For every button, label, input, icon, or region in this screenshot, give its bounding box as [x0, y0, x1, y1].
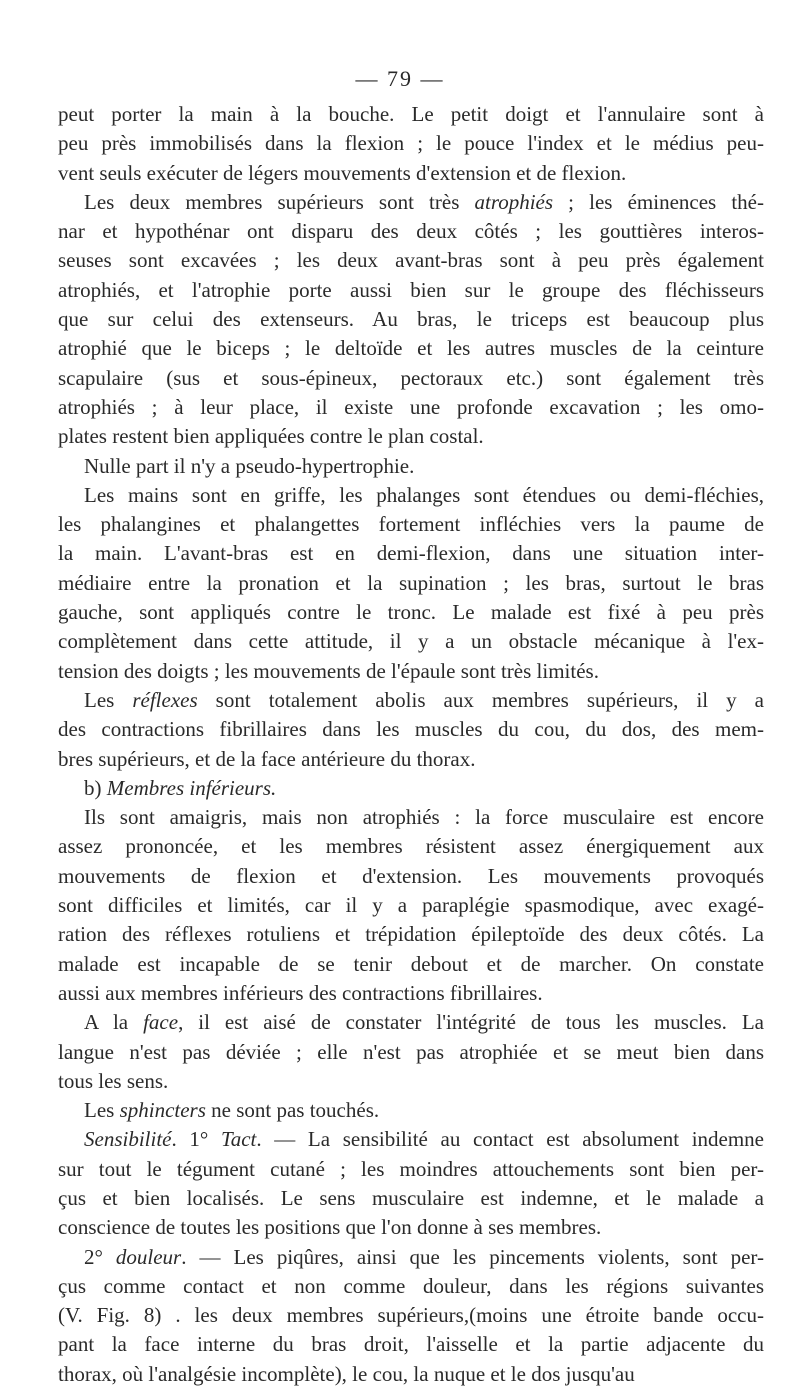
text-run: sont totalement abolis aux membres supérieurs, il y a: [197, 687, 764, 712]
text-run: tension des doigts ; les mouvements de l'épaule sont très limités.: [58, 658, 599, 683]
text-line: [58, 334, 764, 363]
text-run: vent seuls exécuter de légers mouvements d'extension et de flexion.: [58, 160, 627, 185]
text-line: [58, 276, 764, 305]
text-run: sont difficiles et limités, car il y a paraplégie spasmodique, avec exagé-: [58, 893, 764, 918]
text-run: , il est aisé de constater l'intégrité de tous les muscles. La: [178, 1010, 764, 1035]
text-run: pant la face interne du bras droit, l'aisselle et la partie adjacente du: [58, 1332, 764, 1357]
text-line: [58, 950, 764, 979]
italic-text: Sensibilité: [84, 1127, 172, 1152]
text-run: Ils sont amaigris, mais non atrophiés : la force musculaire est encore: [84, 805, 764, 830]
italic-text: douleur: [115, 1244, 182, 1269]
text-line: [58, 188, 764, 217]
text-line: [58, 1155, 764, 1184]
text-run: atrophiés ; à leur place, il existe une profonde excavation ; les omo-: [58, 394, 764, 419]
text-run: conscience de toutes les positions que l'on donne à ses membres.: [58, 1215, 602, 1240]
text-run: aussi aux membres inférieurs des contractions fibrillaires.: [58, 980, 543, 1005]
text-run: . — Les piqûres, ainsi que les pincements violents, sont per-: [181, 1244, 764, 1269]
text-run: scapulaire (sus et sous-épineux, pectoraux etc.) sont également très: [58, 365, 764, 390]
text-line: [58, 159, 764, 188]
italic-text: sphincters: [119, 1098, 206, 1123]
text-line: [58, 481, 764, 510]
text-run: Les mains sont en griffe, les phalanges sont étendues ou demi-fléchies,: [84, 482, 764, 507]
text-line: [58, 745, 764, 774]
italic-text: atrophiés: [474, 189, 554, 214]
text-line: [58, 774, 764, 803]
text-run: mouvements de flexion et d'extension. Les mouvements provoqués: [58, 863, 764, 888]
text-line: [58, 539, 764, 568]
text-run: les phalangines et phalangettes fortement infléchies vers la paume de: [58, 512, 764, 537]
text-line: [58, 1243, 764, 1272]
text-line: [58, 598, 764, 627]
text-line: [58, 422, 764, 451]
text-line: [58, 1301, 764, 1330]
text-run: bres supérieurs, et de la face antérieure du thorax.: [58, 746, 476, 771]
text-run: complètement dans cette attitude, il y a un obstacle mécanique à l'ex-: [58, 629, 764, 654]
text-run: gauche, sont appliqués contre le tronc. Le malade est fixé à peu près: [58, 600, 764, 625]
body-text: [58, 100, 764, 1389]
text-line: [58, 393, 764, 422]
text-run: malade est incapable de se tenir debout et de marcher. On constate: [58, 951, 764, 976]
text-run: assez prononcée, et les membres résistent assez énergiquement aux: [58, 834, 764, 859]
text-run: peu près immobilisés dans la flexion ; le pouce l'index et le médius peu-: [58, 131, 764, 156]
text-run: A la: [84, 1010, 144, 1035]
text-run: . — La sensibilité au contact est absolument indemne: [256, 1127, 765, 1152]
text-line: [58, 452, 764, 481]
text-line: [58, 217, 764, 246]
text-line: [58, 1213, 764, 1242]
text-line: [58, 510, 764, 539]
text-line: [58, 129, 764, 158]
text-line: [58, 246, 764, 275]
text-line: [58, 686, 764, 715]
text-run: tous les sens.: [58, 1068, 169, 1093]
text-line: [58, 1125, 764, 1154]
text-run: peut porter la main à la bouche. Le petit doigt et l'annulaire sont à: [58, 102, 764, 126]
text-run: 2°: [84, 1244, 116, 1269]
text-line: [58, 627, 764, 656]
italic-text: Membres inférieurs.: [106, 775, 277, 800]
text-line: [58, 891, 764, 920]
text-line: [58, 832, 764, 861]
text-run: atrophiés, et l'atrophie porte aussi bien sur le groupe des fléchisseurs: [58, 277, 764, 302]
text-run: ration des réflexes rotuliens et trépidation épileptoïde des deux côtés. La: [58, 922, 764, 947]
text-line: [58, 1272, 764, 1301]
text-run: nar et hypothénar ont disparu des deux côtés ; les gouttières interos-: [58, 219, 764, 244]
text-run: Les: [84, 687, 133, 712]
text-line: [58, 1096, 764, 1125]
text-line: [58, 1360, 764, 1389]
text-run: atrophié que le biceps ; le deltoïde et les autres muscles de la ceinture: [58, 336, 764, 361]
text-line: [58, 657, 764, 686]
text-line: [58, 1184, 764, 1213]
text-run: la main. L'avant-bras est en demi-flexion, dans une situation inter-: [58, 541, 764, 566]
text-run: Les: [84, 1098, 120, 1123]
text-line: [58, 1038, 764, 1067]
text-line: [58, 100, 764, 129]
text-run: des contractions fibrillaires dans les muscles du cou, du dos, des mem-: [58, 717, 764, 742]
text-line: [58, 1067, 764, 1096]
text-line: [58, 305, 764, 334]
text-run: Les deux membres supérieurs sont très: [84, 189, 475, 214]
text-line: [58, 1008, 764, 1037]
text-line: [58, 364, 764, 393]
text-run: que sur celui des extenseurs. Au bras, le triceps est beaucoup plus: [58, 307, 764, 332]
text-run: çus et bien localisés. Le sens musculaire est indemne, et le malade a: [58, 1185, 764, 1210]
page-number: — 79 —: [355, 66, 445, 91]
text-line: [58, 1330, 764, 1359]
text-run: seuses sont excavées ; les deux avant-bras sont à peu près également: [58, 248, 764, 273]
text-line: [58, 979, 764, 1008]
text-line: [58, 715, 764, 744]
text-run: langue n'est pas déviée ; elle n'est pas atrophiée et se meut bien dans: [58, 1039, 764, 1064]
italic-text: Tact: [220, 1127, 257, 1152]
text-run: ne sont pas touchés.: [205, 1098, 380, 1123]
italic-text: face: [143, 1010, 179, 1035]
text-run: sur tout le tégument cutané ; les moindres attouchements sont bien per-: [58, 1156, 764, 1181]
text-run: plates restent bien appliquées contre le plan costal.: [58, 424, 484, 449]
text-run: ; les éminences thé-: [553, 189, 764, 214]
text-line: [58, 862, 764, 891]
text-run: (V. Fig. 8) . les deux membres supérieurs,(moins une étroite bande occu-: [58, 1303, 764, 1328]
text-line: [58, 803, 764, 832]
italic-text: réflexes: [132, 687, 198, 712]
text-run: b): [84, 775, 107, 800]
text-line: [58, 569, 764, 598]
text-run: médiaire entre la pronation et la supination ; les bras, surtout le bras: [58, 570, 764, 595]
text-run: Nulle part il n'y a pseudo-hypertrophie.: [84, 453, 415, 478]
text-run: çus comme contact et non comme douleur, dans les régions suivantes: [58, 1273, 764, 1298]
text-line: [58, 920, 764, 949]
text-run: . 1°: [171, 1127, 221, 1152]
text-run: thorax, où l'analgésie incomplète), le cou, la nuque et le dos jusqu'au: [58, 1361, 635, 1386]
